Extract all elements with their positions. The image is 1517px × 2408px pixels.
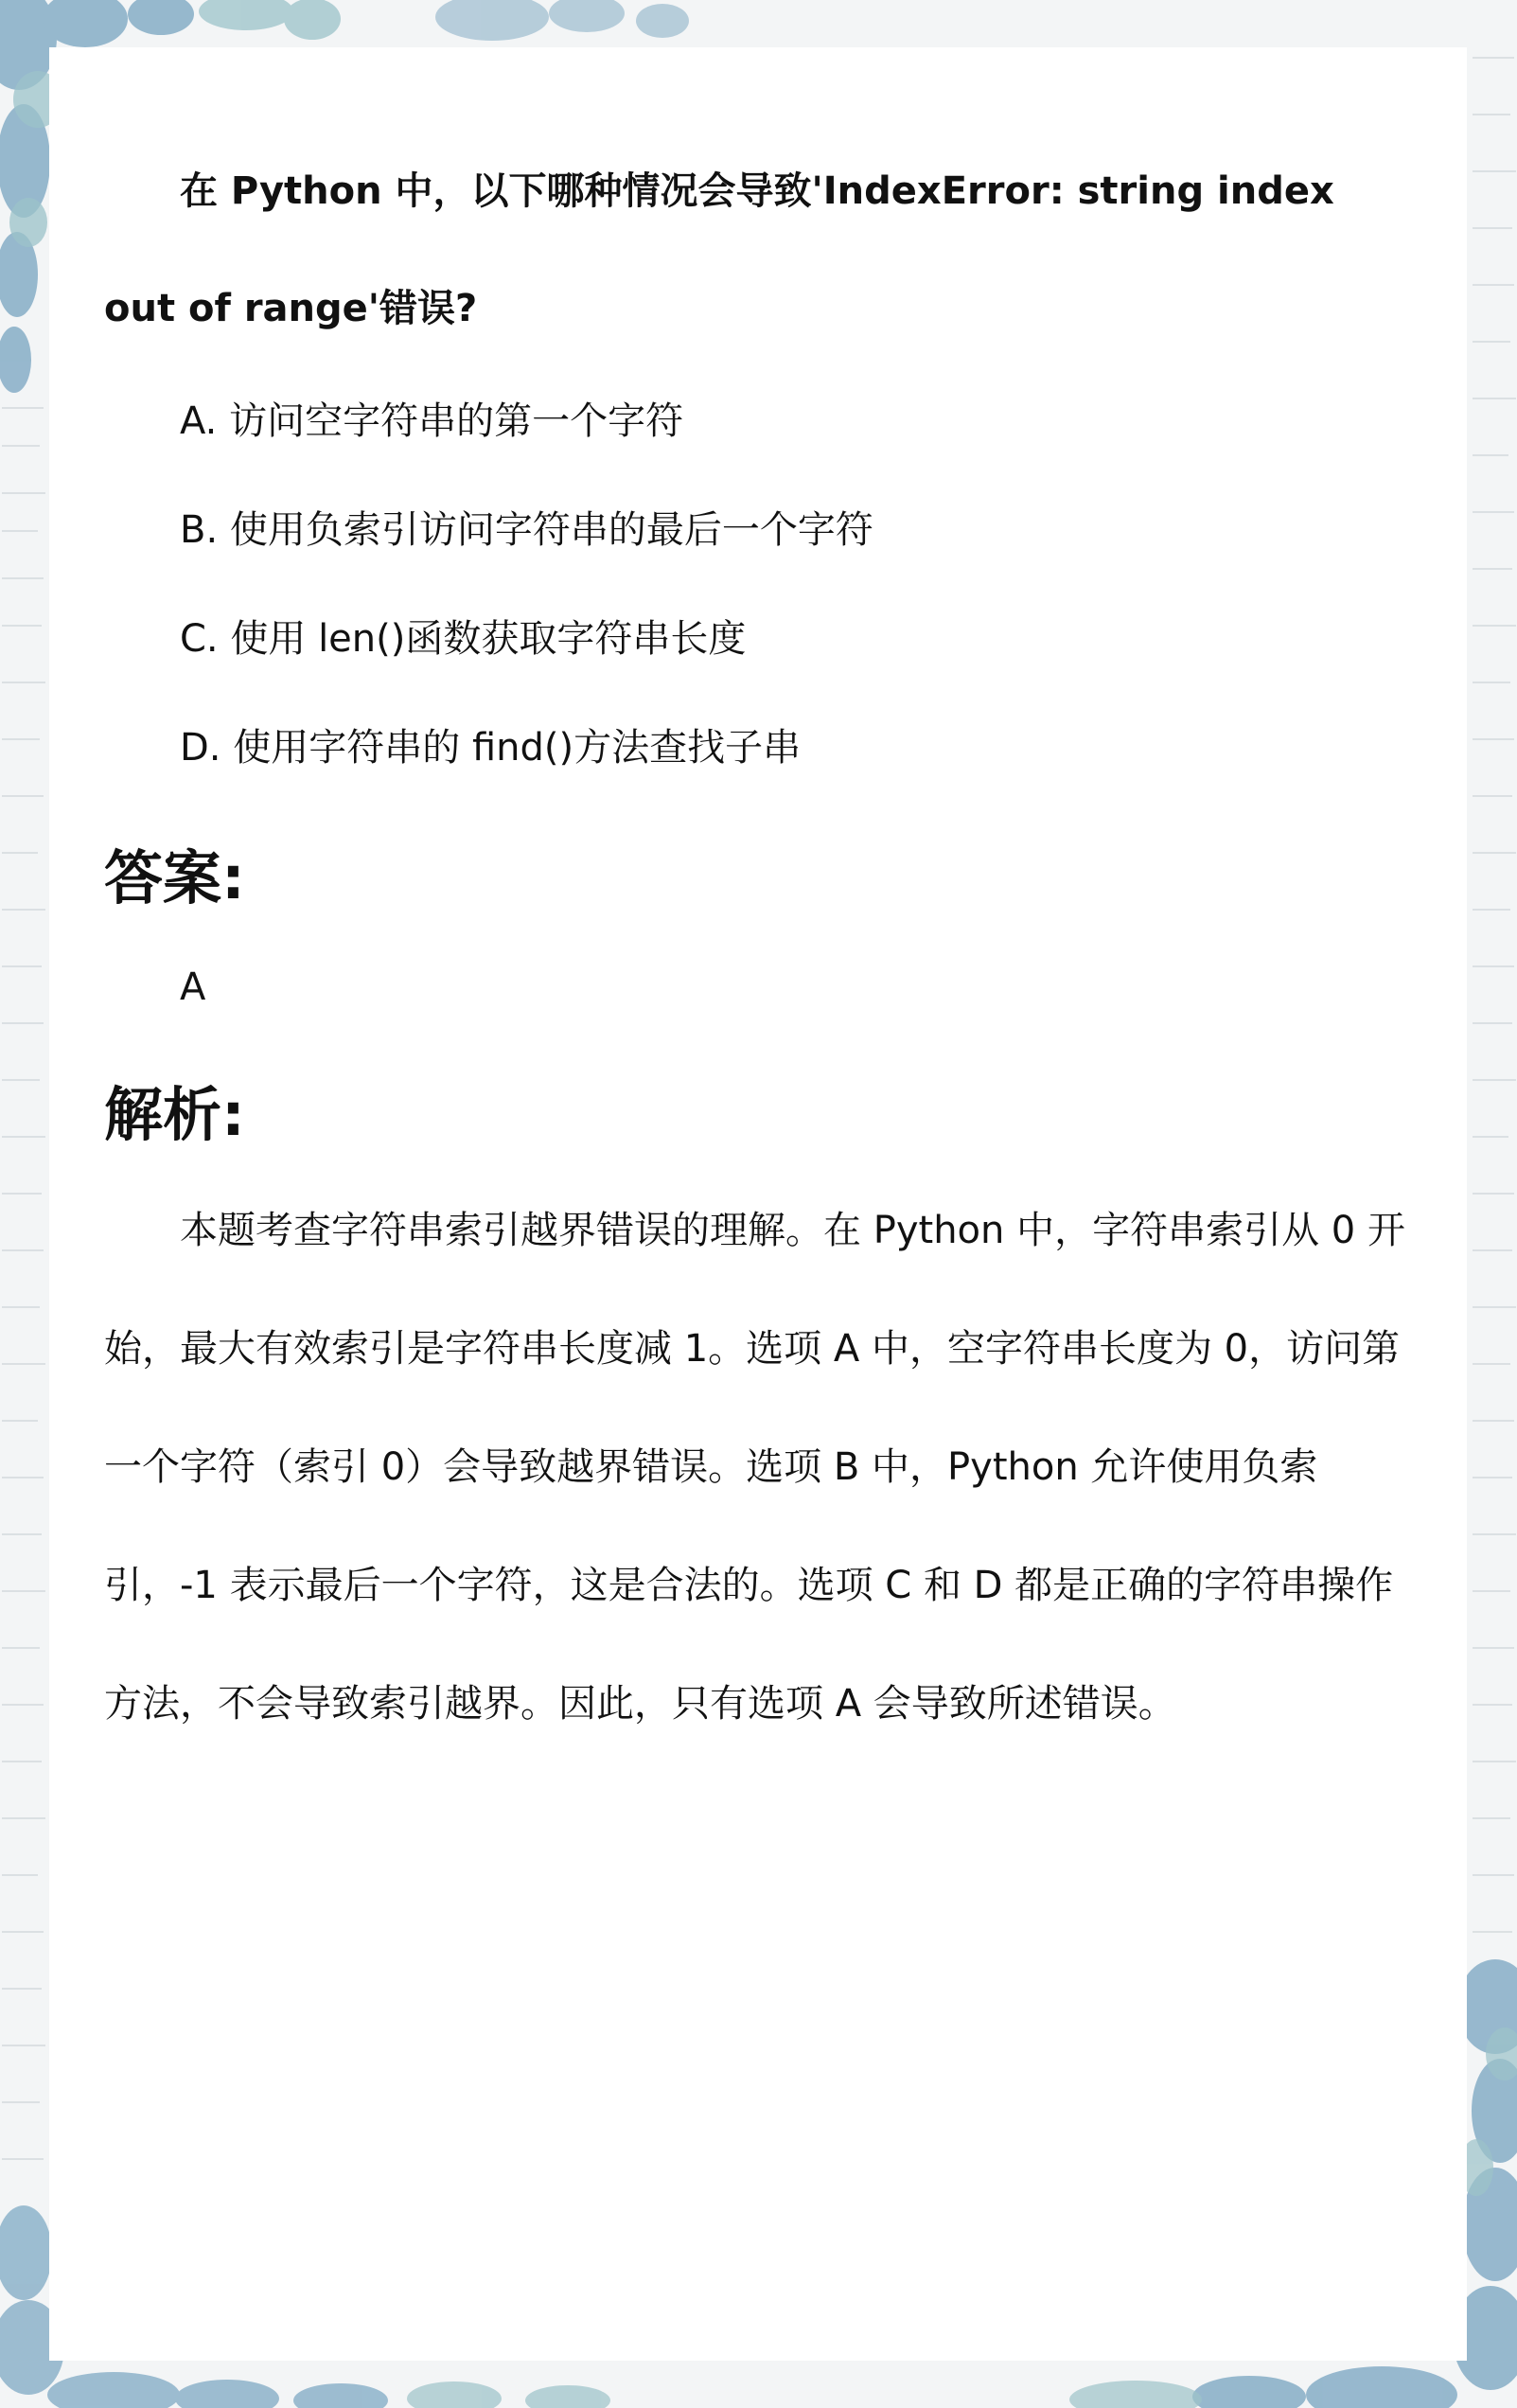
option-d: D. 使用字符串的 find()方法查找子串 <box>180 726 802 770</box>
options-list <box>104 367 1410 803</box>
question-text: 在 Python 中，以下哪种情况会导致'IndexError: string index out of range'错误? <box>104 169 1334 330</box>
answer-value: A <box>180 965 206 1009</box>
option-a: A. 访问空字符串的第一个字符 <box>180 399 684 443</box>
answer-heading: 答案: <box>104 843 245 912</box>
option-c: C. 使用 len()函数获取字符串长度 <box>180 617 747 661</box>
document-content <box>104 133 1410 1763</box>
analysis-text: 本题考查字符串索引越界错误的理解。在 Python 中，字符串索引从 0 开始，最大有效索引是字符串长度减 1。选项 A 中，空字符串长度为 0，访问第一个字符（索引 0）会导致越界错误。选项 B 中，Python 允许使用负索引，-1 表示最后一个字符，这是合法的。选项 C 和 D 都是正确的字符串操作方法，不会导致索引越界。因此，只有选项 A 会导致所述错误。 <box>104 1209 1405 1726</box>
analysis-heading: 解析: <box>104 1080 245 1149</box>
option-b: B. 使用负索引访问字符串的最后一个字符 <box>180 508 873 552</box>
